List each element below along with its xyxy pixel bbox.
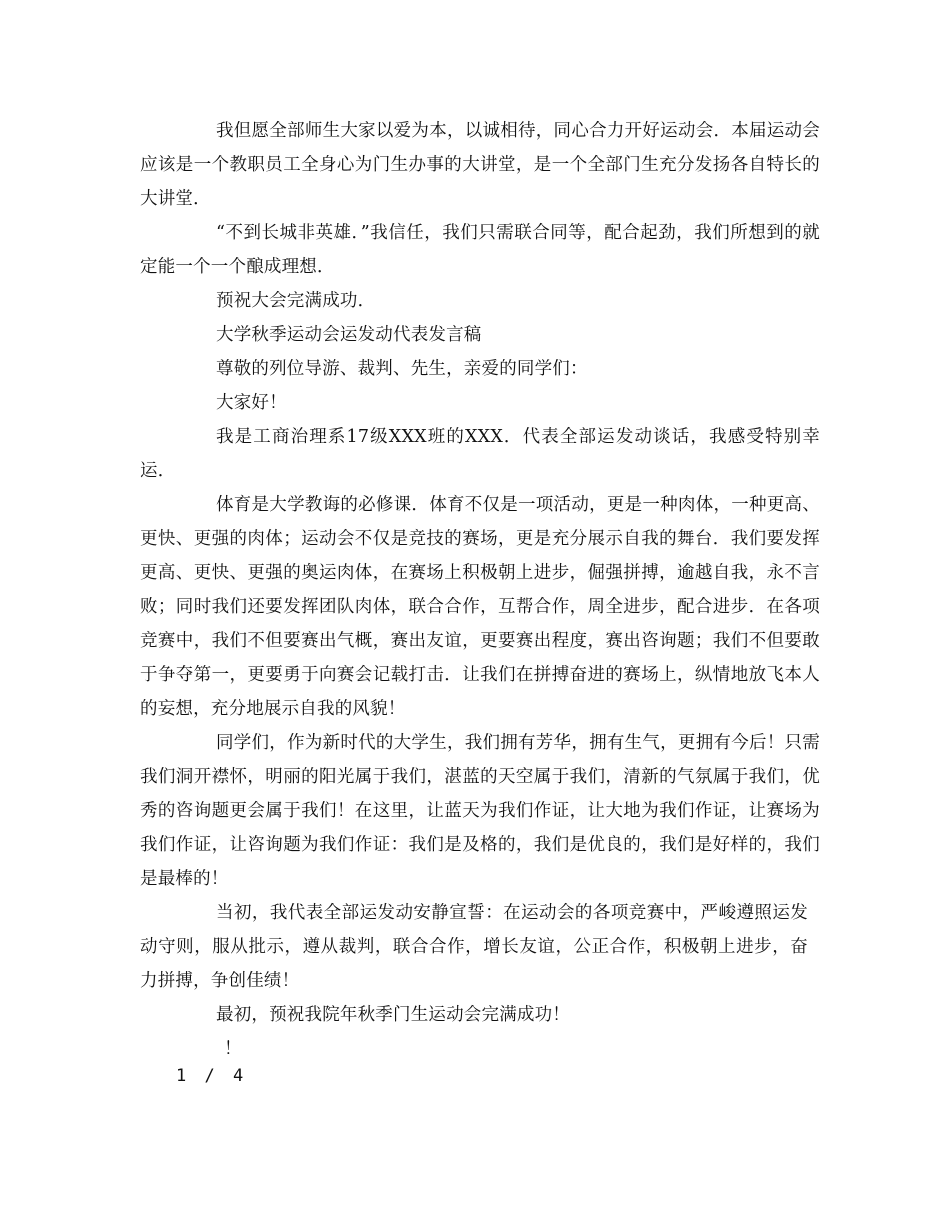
- speech-title: 大学秋季运动会运发动代表发言稿: [216, 325, 482, 345]
- paragraph-students: 同学们，作为新时代的大学生，我们拥有芳华，拥有生气，更拥有今后！只需我们洞开襟怀，明丽的阳光属于我们，湛蓝的天空属于我们，清新的气氛属于我们，优秀的咨询题更会属于我们！在这里，让蓝天为我们作证，让大地为我们作证，让赛场为我们作证，让咨询题为我们作证：我们是及格的，我们是优良的，我们是好样的，我们是最棒的！: [140, 733, 820, 889]
- paragraph-closing: 最初，预祝我院年秋季门生运动会完满成功！: [216, 1005, 570, 1025]
- salutation: 尊敬的列位导游、裁判、先生，亲爱的同学们：: [216, 359, 588, 379]
- paragraph-3: 预祝大会完满成功．: [216, 291, 376, 311]
- paragraph-oath: 当初，我代表全部运发动安静宣誓：在运动会的各项竞赛中，严峻遵照运发动守则，服从批示，遵从裁判，联合合作，增长友谊，公正合作，积极朝上进步，奋力拼搏，争创佳绩！: [140, 903, 808, 991]
- greeting: 大家好！: [216, 393, 287, 413]
- trailing-mark: ！: [224, 1039, 242, 1059]
- body-text: [140, 114, 820, 1066]
- paragraph-introduction: 我是工商治理系17级XXX班的XXX．代表全部运发动谈话，我感受特别幸运．: [140, 427, 820, 481]
- paragraph-2: “不到长城非英雄．”我信任，我们只需联合同等，配合起劲，我们所想到的就定能一个一个酿成理想．: [140, 223, 820, 277]
- paragraph-1: 我但愿全部师生大家以爱为本，以诚相待，同心合力开好运动会．本届运动会应该是一个教职员工全身心为门生办事的大讲堂，是一个全部门生充分发扬各自特长的大讲堂．: [140, 121, 820, 209]
- paragraph-sports: 体育是大学教诲的必修课．体育不仅是一项活动，更是一种肉体，一种更高、更快、更强的肉体；运动会不仅是竞技的赛场，更是充分展示自我的舞台．我们要发挥更高、更快、更强的奥运肉体，在赛场上积极朝上进步，倔强拼搏，逾越自我，永不言败；同时我们还要发挥团队肉体，联合合作，互帮合作，周全进步，配合进步．在各项竞赛中，我们不但要赛出气概，赛出友谊，更要赛出程度，赛出咨询题；我们不但要敢于争夺第一，更要勇于向赛会记载打击．让我们在拼搏奋进的赛场上，纵情地放飞本人的妄想，充分地展示自我的风貌！: [140, 495, 820, 719]
- page-number: 1 / 4: [176, 1066, 248, 1086]
